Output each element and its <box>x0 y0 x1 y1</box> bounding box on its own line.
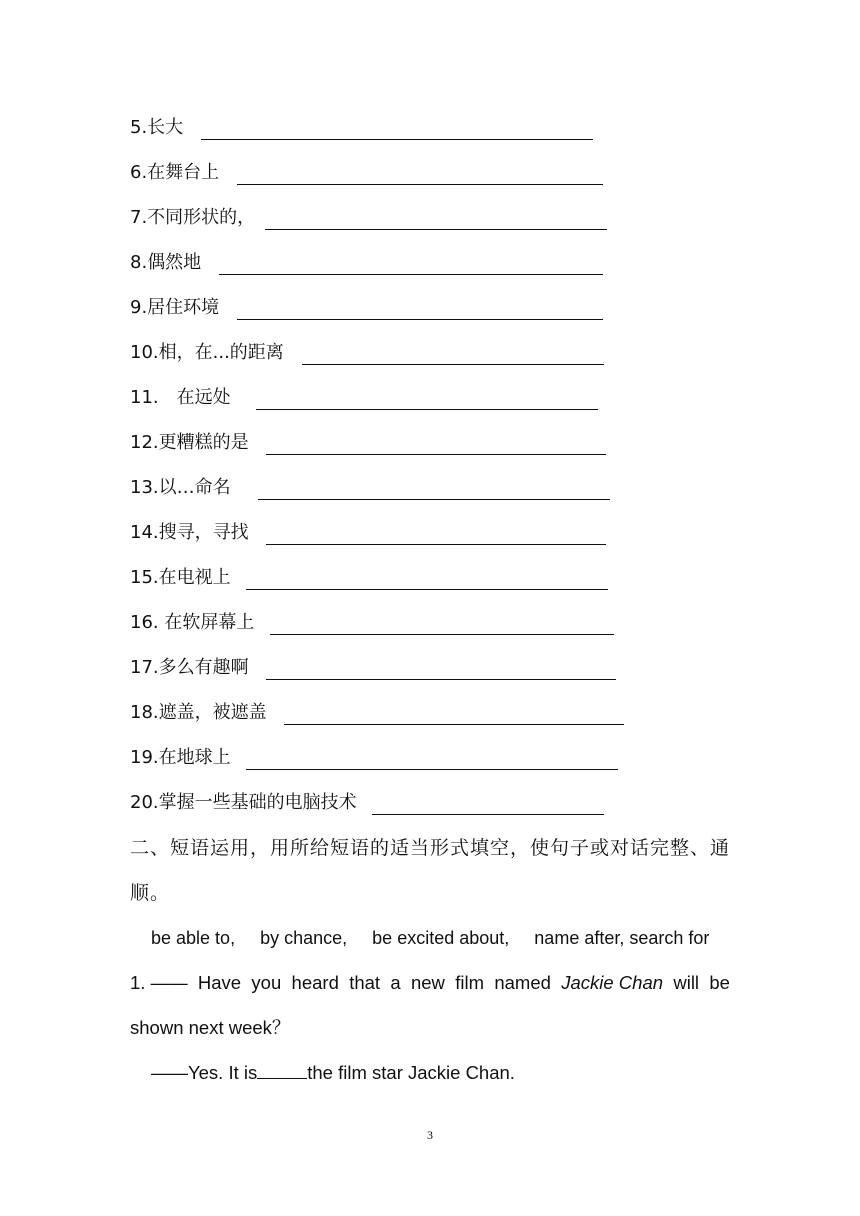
word: a <box>390 972 401 993</box>
vocab-item-13 <box>130 476 610 500</box>
word: named <box>494 972 551 993</box>
vocab-item-12 <box>130 431 606 455</box>
item-label: 7.不同形状的， <box>130 207 256 228</box>
item-label: 8.偶然地 <box>130 252 202 273</box>
item-label: 12.更糟糕的是 <box>130 432 249 453</box>
item-label: 16. 在软屏幕上 <box>130 612 255 633</box>
section-2-title-line2: 顺。 <box>130 882 171 904</box>
vocab-item-5 <box>130 116 593 140</box>
word: that <box>349 972 381 993</box>
vocab-item-10 <box>130 341 604 365</box>
item-label: 6.在舞台上 <box>130 162 220 183</box>
question-1-line2 <box>130 1016 290 1040</box>
answer-blank[interactable] <box>256 391 598 410</box>
word: will <box>673 972 700 993</box>
vocab-item-20 <box>130 791 604 815</box>
answer-blank[interactable] <box>266 661 616 680</box>
answer-blank[interactable] <box>219 256 603 275</box>
word: you <box>251 972 282 993</box>
item-label: 17.多么有趣啊 <box>130 657 249 678</box>
item-label: 18.遮盖，被遮盖 <box>130 702 267 723</box>
vocab-item-18 <box>130 701 624 725</box>
item-label: 10.相，在...的距离 <box>130 342 284 363</box>
answer-blank[interactable] <box>284 706 624 725</box>
answer-blank[interactable] <box>258 481 610 500</box>
section-2-title-cont <box>130 881 170 905</box>
vocab-item-8 <box>130 251 603 275</box>
phrase: name after, search for <box>534 928 710 948</box>
vocab-item-16 <box>130 611 614 635</box>
section-2-title <box>130 836 730 860</box>
section-2-title-line1: 二、短语运用，用所给短语的适当形式填空，使句子或对话完整、通 <box>130 837 731 859</box>
item-label: 9.居住环境 <box>130 297 220 318</box>
item-label: 11. 在远处 <box>130 387 231 408</box>
word: Have <box>197 972 242 993</box>
vocab-item-11 <box>130 386 598 410</box>
item-label: 14.搜寻，寻找 <box>130 522 249 543</box>
film-title: Jackie Chan <box>561 972 664 993</box>
question-1-line1 <box>130 971 730 995</box>
item-label: 20.掌握一些基础的电脑技术 <box>130 792 357 813</box>
item-label: 15.在电视上 <box>130 567 231 588</box>
question-number: 1. —— <box>130 972 188 993</box>
item-label: 5.长大 <box>130 117 184 138</box>
vocab-item-19 <box>130 746 618 770</box>
answer-blank[interactable] <box>201 121 593 140</box>
word: heard <box>291 972 339 993</box>
question-text: shown next week？ <box>130 1017 291 1038</box>
answer-prefix: ——Yes. It is <box>151 1062 258 1083</box>
vocab-item-14 <box>130 521 606 545</box>
phrase-bank <box>151 926 729 950</box>
answer-blank[interactable] <box>237 301 603 320</box>
phrase: by chance, <box>260 928 348 948</box>
item-label: 13.以…命名 <box>130 477 231 498</box>
vocab-item-7 <box>130 206 607 230</box>
answer-blank[interactable] <box>270 616 614 635</box>
answer-blank[interactable] <box>246 571 608 590</box>
answer-blank[interactable] <box>372 796 604 815</box>
vocab-item-17 <box>130 656 616 680</box>
word: new <box>410 972 445 993</box>
vocab-item-9 <box>130 296 603 320</box>
answer-blank[interactable] <box>246 751 618 770</box>
answer-blank[interactable] <box>302 346 604 365</box>
question-1-answer <box>151 1061 515 1085</box>
answer-suffix: the film star Jackie Chan. <box>307 1062 515 1083</box>
answer-blank[interactable] <box>266 526 606 545</box>
word: film <box>455 972 485 993</box>
vocab-item-6 <box>130 161 603 185</box>
answer-blank[interactable] <box>237 166 603 185</box>
page-number: 3 <box>427 1128 433 1142</box>
answer-blank[interactable] <box>265 211 607 230</box>
answer-blank[interactable] <box>266 436 606 455</box>
phrase: be able to, <box>151 928 236 948</box>
vocab-item-15 <box>130 566 608 590</box>
item-label: 19.在地球上 <box>130 747 231 768</box>
answer-blank[interactable] <box>257 1062 307 1079</box>
phrase: be excited about, <box>372 928 510 948</box>
word: be <box>709 972 730 993</box>
